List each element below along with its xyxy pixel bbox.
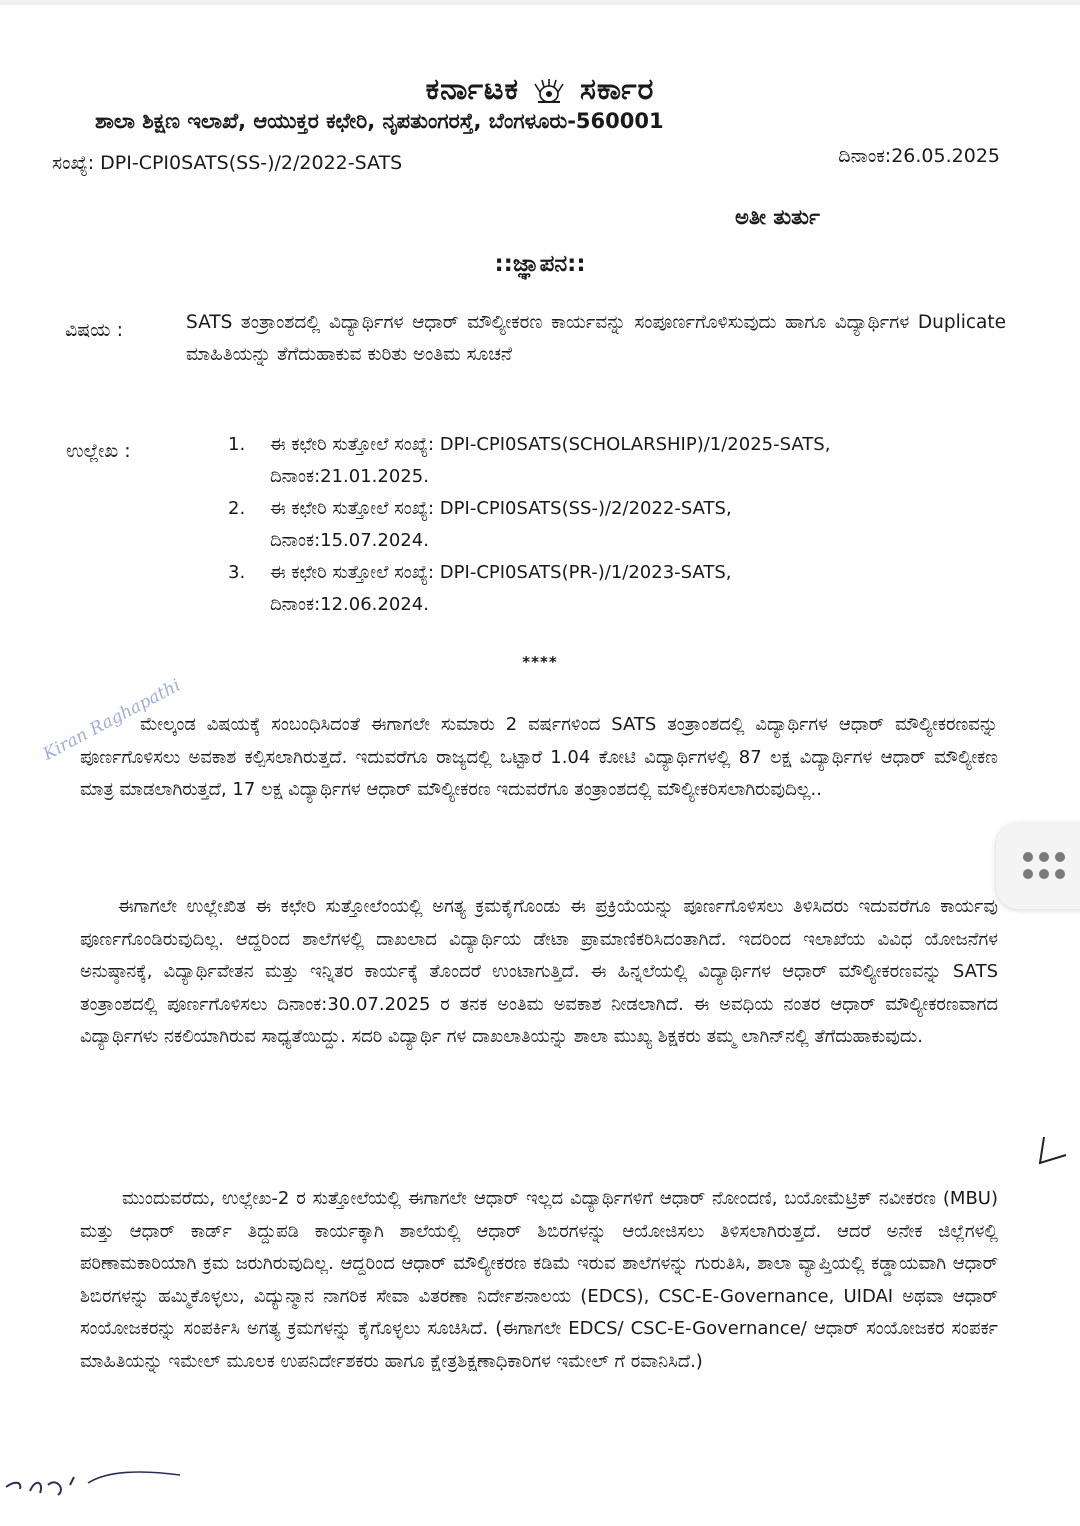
reference-item xyxy=(228,557,1018,621)
urgency-label: ಅತೀ ತುರ್ತು xyxy=(735,205,820,229)
govt-title-left: ಕರ್ನಾಟಕ xyxy=(425,72,520,107)
state-emblem-icon xyxy=(532,78,566,104)
government-title xyxy=(0,72,1080,107)
body-paragraph-1: ಮೇಲ್ಕಂಡ ವಿಷಯಕ್ಕೆ ಸಂಬಂಧಿಸಿದಂತೆ ಈಗಾಗಲೇ ಸುಮಾರು 2 ವರ್ಷಗಳಿಂದ SATS ತಂತ್ರಾಂಶದಲ್ಲಿ ವಿದ್ಯಾರ್ಥಿಗಳ ಆಧಾರ್ ಮೌಲ್ಯೀಕರಣವನ್ನು ಪೂರ್ಣಗೊಳಿಸಲು ಅವಕಾಶ ಕಲ್ಪಿಸಲಾಗಿರುತ್ತದೆ. ಇದುವರೆಗೂ ರಾಜ್ಯದಲ್ಲಿ ಒಟ್ಟಾರೆ 1.04 ಕೋಟಿ ವಿದ್ಯಾರ್ಥಿಗಳಲ್ಲಿ 87 ಲಕ್ಷ ವಿದ್ಯಾರ್ಥಿಗಳ ಆಧಾರ್ ಮೌಲ್ಯೀಕಣ ಮಾತ್ರ ಮಾಡಲಾಗಿರುತ್ತದೆ, 17 ಲಕ್ಷ ವಿದ್ಯಾರ್ಥಿಗಳ ಆಧಾರ್ ಮೌಲ್ಯೀಕರಣ ಇದುವರೆಗೂ ತಂತ್ರಾಂಶದಲ್ಲಿ ಮೌಲ್ಯೀಕರಿಸಲಾಗಿರುವುದಿಲ್ಲ.. xyxy=(80,714,998,801)
reference-date: ದಿನಾಂಕ:21.01.2025. xyxy=(270,466,429,487)
section-separator: **** xyxy=(522,653,558,671)
body-paragraph-3: ಮುಂದುವರೆದು, ಉಲ್ಲೇಖ-2 ರ ಸುತ್ತೋಲೆಯಲ್ಲಿ ಈಗಾಗಲೇ ಆಧಾರ್ ಇಲ್ಲದ ವಿದ್ಯಾರ್ಥಿಗಳಿಗೆ ಆಧಾರ್ ನೋಂದಣಿ, ಬಯೋಮೆಟ್ರಿಕ್ ನವೀಕರಣ (MBU) ಮತ್ತು ಆಧಾರ್ ಕಾರ್ಡ್ ತಿದ್ದುಪಡಿ ಕಾರ್ಯಕ್ಕಾಗಿ ಶಾಲೆಯಲ್ಲಿ ಆಧಾರ್ ಶಿಬಿರಗಳನ್ನು ಆಯೋಜಿಸಲು ತಿಳಿಸಲಾಗಿರುತ್ತದೆ. ಆದರೆ ಅನೇಕ ಜಿಲ್ಲೆಗಳಲ್ಲಿ ಪರಿಣಾಮಕಾರಿಯಾಗಿ ಕ್ರಮ ಜರುಗಿರುವುದಿಲ್ಲ. ಆದ್ದರಿಂದ ಆಧಾರ್ ಮೌಲ್ಯೀಕರಣ ಕಡಿಮೆ ಇರುವ ಶಾಲೆಗಳನ್ನು ಗುರುತಿಸಿ, ಶಾಲಾ ವ್ಯಾಪ್ತಿಯಲ್ಲಿ ಕಡ್ಡಾಯವಾಗಿ ಆಧಾರ್ ಶಿಬಿರಗಳನ್ನು ಹಮ್ಮಿಕೊಳ್ಳಲು, ವಿದ್ಯುನ್ಮಾನ ನಾಗರಿಕ ಸೇವಾ ವಿತರಣಾ ನಿರ್ದೇಶನಾಲಯ (EDCS), CSC-E-Governance, UIDAI ಅಥವಾ ಆಧಾರ್ ಸಂಯೋಜಕರನ್ನು ಸಂಪರ್ಕಿಸಿ ಅಗತ್ಯ ಕ್ರಮಗಳನ್ನು ಕೈಗೊಳ್ಳಲು ಸೂಚಿಸಿದೆ. (ಈಗಾಗಲೇ EDCS/ CSC-E-Governance/ ಆಧಾರ್ ಸಂಯೋಜಕರ ಸಂಪರ್ಕ ಮಾಹಿತಿಯನ್ನು ಇಮೇಲ್ ಮೂಲಕ ಉಪನಿರ್ದೇಶಕರು ಹಾಗೂ ಕ್ಷೇತ್ರಶಿಕ್ಷಣಾಧಿಕಾರಿಗಳ ಇಮೇಲ್ ಗೆ ರವಾನಿಸಿದೆ.) xyxy=(80,1188,998,1372)
department-address: ಶಾಲಾ ಶಿಕ್ಷಣ ಇಲಾಖೆ, ಆಯುಕ್ತರ ಕಛೇರಿ, ನೃಪತುಂಗರಸ್ತೆ, ಬೆಂಗಳೂರು-560001 xyxy=(95,109,664,133)
reference-date: ದಿನಾಂಕ:15.07.2024. xyxy=(270,530,429,551)
document-page xyxy=(0,5,1080,1526)
reference-number: 1. xyxy=(228,434,246,455)
handwritten-tick-mark xyxy=(1036,1133,1076,1173)
order-number: ಸಂಖ್ಯೆ: DPI-CPI0SATS(SS-)/2/2022-SATS xyxy=(52,152,403,174)
govt-title-right: ಸರ್ಕಾರ xyxy=(579,72,655,107)
handwritten-watermark: Kiran Raghapathi xyxy=(40,675,184,765)
reference-text: ಈ ಕಛೇರಿ ಸುತ್ತೋಲೆ ಸಂಖ್ಯೆ: DPI-CPI0SATS(SS-)/2/2022-SATS, xyxy=(270,498,732,519)
subject-label: ವಿಷಯ : xyxy=(65,319,123,341)
order-date: ದಿನಾಂಕ:26.05.2025 xyxy=(838,145,1000,167)
handwritten-signature-scribble xyxy=(0,1455,190,1525)
reference-item xyxy=(228,429,1018,493)
reference-text: ಈ ಕಛೇರಿ ಸುತ್ತೋಲೆ ಸಂಖ್ಯೆ: DPI-CPI0SATS(SCHOLARSHIP)/1/2025-SATS, xyxy=(270,434,831,455)
reference-date: ದಿನಾಂಕ:12.06.2024. xyxy=(270,594,429,615)
references-list xyxy=(228,429,1018,621)
references-label: ಉಲ್ಲೇಖ : xyxy=(66,440,131,462)
reference-item xyxy=(228,493,1018,557)
notice-title: ::ಜ್ಞಾಪನ:: xyxy=(494,251,586,277)
more-options-icon xyxy=(1022,851,1068,881)
reference-number: 2. xyxy=(228,498,246,519)
more-options-button[interactable] xyxy=(996,823,1080,909)
body-paragraph-2: ಈಗಾಗಲೇ ಉಲ್ಲೇಖಿತ ಈ ಕಛೇರಿ ಸುತ್ತೋಲೆಂಯಲ್ಲಿ ಅಗತ್ಯ ಕ್ರಮಕೈಗೊಂಡು ಈ ಪ್ರಕ್ರಿಯೆಯನ್ನು ಪೂರ್ಣಗೊಳಿಸಲು ತಿಳಿಸಿದರು ಇದುವರೆಗೂ ಕಾರ್ಯವು ಪೂರ್ಣಗೊಂಡಿರುವುದಿಲ್ಲ. ಆದ್ದರಿಂದ ಶಾಲೆಗಳಲ್ಲಿ ದಾಖಲಾದ ವಿದ್ಯಾರ್ಥಿಯ ಡೇಟಾ ಪ್ರಾಮಾಣಿಕರಿಸಿದಂತಾಗಿದೆ. ಇದರಿಂದ ಇಲಾಖೆಯ ವಿವಿಧ ಯೋಜನೆಗಳ ಅನುಷ್ಠಾನಕ್ಕೆ, ವಿದ್ಯಾರ್ಥಿವೇತನ ಮತ್ತು ಇನ್ನಿತರ ಕಾರ್ಯಕ್ಕೆ ತೊಂದರೆ ಉಂಟಾಗುತ್ತಿದೆ. ಈ ಹಿನ್ನಲೆಯಲ್ಲಿ ವಿದ್ಯಾರ್ಥಿಗಳ ಆಧಾರ್ ಮೌಲ್ಯೀಕರಣವನ್ನು SATS ತಂತ್ರಾಂಶದಲ್ಲಿ ಪೂರ್ಣಗೊಳಿಸಲು ದಿನಾಂಕ:30.07.2025 ರ ತನಕ ಅಂತಿಮ ಅವಕಾಶ ನೀಡಲಾಗಿದೆ. ಈ ಅವಧಿಯ ನಂತರ ಆಧಾರ್ ಮೌಲ್ಯೀಕರಣವಾಗದ ವಿದ್ಯಾರ್ಥಿಗಳು ನಕಲಿಯಾಗಿರುವ ಸಾಧ್ಯತೆಯಿದ್ದು. ಸದರಿ ವಿದ್ಯಾರ್ಥಿ ಗಳ ದಾಖಲಾತಿಯನ್ನು ಶಾಲಾ ಮುಖ್ಯ ಶಿಕ್ಷಕರು ತಮ್ಮ ಲಾಗಿನ್‌ನಲ್ಲಿ ತೆಗೆದುಹಾಕುವುದು. xyxy=(80,896,998,1048)
subject-text: SATS ತಂತ್ರಾಂಶದಲ್ಲಿ ವಿದ್ಯಾರ್ಥಿಗಳ ಆಧಾರ್ ಮೌಲ್ಯೀಕರಣ ಕಾರ್ಯವನ್ನು ಸಂಪೂರ್ಣಗೊಳಿಸುವುದು ಹಾಗೂ ವಿದ್ಯಾರ್ಥಿಗಳ Duplicate ಮಾಹಿತಿಯನ್ನು ತೆಗೆದುಹಾಕುವ ಕುರಿತು ಅಂತಿಮ ಸೂಚನೆ xyxy=(186,312,1006,365)
reference-text: ಈ ಕಛೇರಿ ಸುತ್ತೋಲೆ ಸಂಖ್ಯೆ: DPI-CPI0SATS(PR-)/1/2023-SATS, xyxy=(270,562,732,583)
reference-number: 3. xyxy=(228,562,246,583)
